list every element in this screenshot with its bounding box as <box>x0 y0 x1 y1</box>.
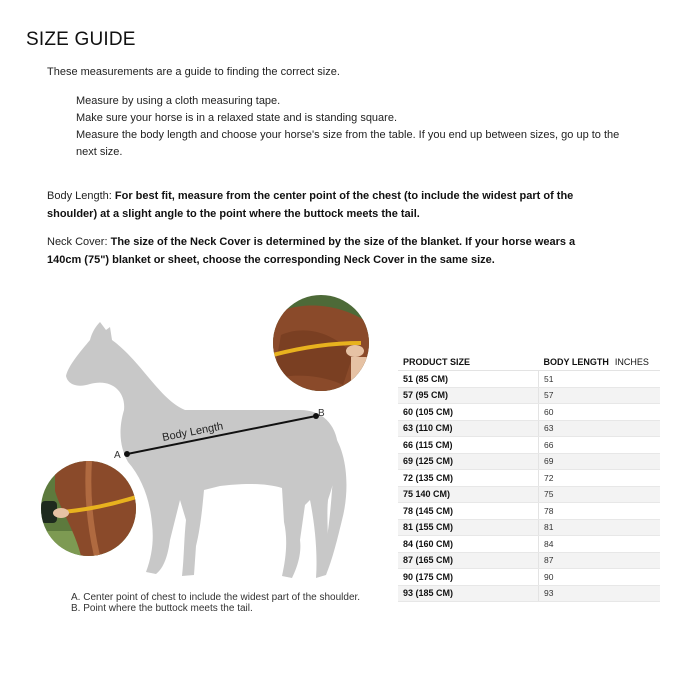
length-cell: 63 <box>539 420 661 437</box>
size-cell: 66 (115 CM) <box>398 437 539 454</box>
measurement-steps <box>76 93 636 161</box>
neck-cover-label: Neck Cover: <box>47 236 108 248</box>
length-cell: 66 <box>539 437 661 454</box>
size-cell: 90 (175 CM) <box>398 569 539 586</box>
table-row <box>398 486 660 503</box>
diagram-caption <box>71 592 360 614</box>
size-cell: 93 (185 CM) <box>398 585 539 602</box>
table-row <box>398 519 660 536</box>
point-b-label: B <box>318 408 325 419</box>
step-item: Make sure your horse is in a relaxed state and is standing square. <box>76 112 398 124</box>
table-row <box>398 387 660 404</box>
body-length-paragraph <box>47 187 607 223</box>
body-length-text: For best fit, measure from the center point of the chest (to include the widest part of the shoulder) at a slight angle to the point where the buttock meets the tail. <box>47 190 574 220</box>
length-cell: 72 <box>539 470 661 487</box>
length-cell: 93 <box>539 585 661 602</box>
size-cell: 69 (125 CM) <box>398 453 539 470</box>
unit-label: INCHES <box>614 357 649 367</box>
length-cell: 90 <box>539 569 661 586</box>
table-row <box>398 437 660 454</box>
length-cell: 75 <box>539 486 661 503</box>
size-cell: 57 (95 CM) <box>398 387 539 404</box>
size-cell: 75 140 CM) <box>398 486 539 503</box>
step-item: Measure the body length and choose your horse's size from the table. If you end up between sizes, go up to the next size. <box>76 129 620 158</box>
page-title: SIZE GUIDE <box>26 29 136 50</box>
column-header-body-length <box>539 354 661 371</box>
table-header-row <box>398 354 660 371</box>
photo-hindquarters <box>273 295 369 391</box>
intro-text: These measurements are a guide to finding the correct size. <box>47 66 340 78</box>
table-row <box>398 404 660 421</box>
size-cell: 87 (165 CM) <box>398 552 539 569</box>
length-cell: 84 <box>539 536 661 553</box>
size-cell: 81 (155 CM) <box>398 519 539 536</box>
length-cell: 81 <box>539 519 661 536</box>
table-row <box>398 453 660 470</box>
table-row <box>398 552 660 569</box>
size-cell: 60 (105 CM) <box>398 404 539 421</box>
step-item: Measure by using a cloth measuring tape. <box>76 95 281 107</box>
neck-cover-paragraph <box>47 233 607 269</box>
size-cell: 51 (85 CM) <box>398 371 539 388</box>
photo-chest <box>41 461 136 556</box>
neck-cover-text: The size of the Neck Cover is determined by the size of the blanket. If your horse wears a 140cm (75") blanket or sheet, choose the corresponding Neck Cover in the same size. <box>47 236 576 266</box>
point-a-dot <box>124 451 130 457</box>
body-length-header-text: BODY LENGTH <box>543 357 609 367</box>
length-cell: 60 <box>539 404 661 421</box>
length-cell: 69 <box>539 453 661 470</box>
body-length-line-label: Body Length <box>161 420 225 444</box>
table-row <box>398 371 660 388</box>
table-row <box>398 470 660 487</box>
caption-b: B. Point where the buttock meets the tail. <box>71 603 253 614</box>
length-cell: 87 <box>539 552 661 569</box>
size-cell: 78 (145 CM) <box>398 503 539 520</box>
size-cell: 72 (135 CM) <box>398 470 539 487</box>
table-row <box>398 503 660 520</box>
size-table <box>398 354 660 602</box>
length-cell: 51 <box>539 371 661 388</box>
body-length-label: Body Length: <box>47 190 112 202</box>
table-row <box>398 420 660 437</box>
length-cell: 57 <box>539 387 661 404</box>
size-cell: 63 (110 CM) <box>398 420 539 437</box>
table-row <box>398 536 660 553</box>
point-a-label: A <box>114 450 121 461</box>
table-row <box>398 569 660 586</box>
column-header-product-size: PRODUCT SIZE <box>398 354 539 371</box>
length-cell: 78 <box>539 503 661 520</box>
table-row <box>398 585 660 602</box>
caption-a: A. Center point of chest to include the widest part of the shoulder. <box>71 592 361 603</box>
size-cell: 84 (160 CM) <box>398 536 539 553</box>
